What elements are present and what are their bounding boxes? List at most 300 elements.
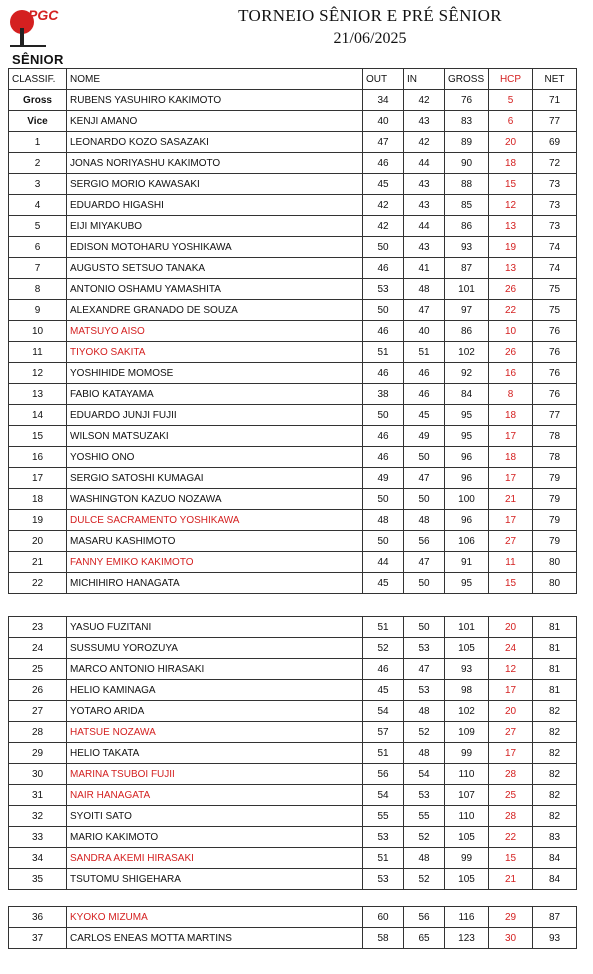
cell-hcp: 27 <box>489 531 533 552</box>
table-row <box>9 111 577 132</box>
cell-hcp: 8 <box>489 384 533 405</box>
cell-hcp: 5 <box>489 90 533 111</box>
cell-hcp: 12 <box>489 195 533 216</box>
cell-gross: 95 <box>445 405 489 426</box>
table-row <box>9 701 577 722</box>
cell-position: 7 <box>9 258 67 279</box>
cell-in: 41 <box>404 258 445 279</box>
cell-player-name: MASARU KASHIMOTO <box>67 531 363 552</box>
cell-player-name: HELIO TAKATA <box>67 743 363 764</box>
cell-in: 56 <box>404 907 445 928</box>
cell-in: 47 <box>404 552 445 573</box>
cell-hcp: 22 <box>489 300 533 321</box>
header-net: NET <box>533 69 577 90</box>
cell-net: 74 <box>533 237 577 258</box>
cell-gross: 105 <box>445 869 489 890</box>
cell-player-name: KYOKO MIZUMA <box>67 907 363 928</box>
cell-net: 71 <box>533 90 577 111</box>
header-hcp: HCP <box>489 69 533 90</box>
cell-gross: 92 <box>445 363 489 384</box>
cell-player-name: TSUTOMU SHIGEHARA <box>67 869 363 890</box>
cell-hcp: 26 <box>489 342 533 363</box>
cell-out: 49 <box>363 468 404 489</box>
header-out: OUT <box>363 69 404 90</box>
cell-out: 55 <box>363 806 404 827</box>
cell-position: 33 <box>9 827 67 848</box>
cell-net: 82 <box>533 806 577 827</box>
cell-out: 50 <box>363 405 404 426</box>
cell-net: 81 <box>533 617 577 638</box>
cell-player-name: FABIO KATAYAMA <box>67 384 363 405</box>
table-row <box>9 869 577 890</box>
cell-player-name: SUSSUMU YOROZUYA <box>67 638 363 659</box>
table-row <box>9 573 577 594</box>
cell-position: 12 <box>9 363 67 384</box>
cell-net: 76 <box>533 321 577 342</box>
cell-player-name: MARINA TSUBOI FUJII <box>67 764 363 785</box>
cell-net: 73 <box>533 174 577 195</box>
cell-gross: 107 <box>445 785 489 806</box>
cell-position: 37 <box>9 928 67 949</box>
page-title: TORNEIO SÊNIOR E PRÉ SÊNIOR <box>238 6 502 25</box>
table-row <box>9 907 577 928</box>
cell-in: 43 <box>404 195 445 216</box>
cell-hcp: 22 <box>489 827 533 848</box>
cell-gross: 90 <box>445 153 489 174</box>
cell-net: 82 <box>533 701 577 722</box>
cell-gross: 99 <box>445 848 489 869</box>
cell-in: 43 <box>404 111 445 132</box>
cell-in: 56 <box>404 531 445 552</box>
cell-gross: 96 <box>445 510 489 531</box>
cell-hcp: 16 <box>489 363 533 384</box>
cell-gross: 96 <box>445 447 489 468</box>
cell-hcp: 21 <box>489 489 533 510</box>
cell-position: 15 <box>9 426 67 447</box>
cell-player-name: HELIO KAMINAGA <box>67 680 363 701</box>
cell-in: 48 <box>404 743 445 764</box>
cell-position: Vice <box>9 111 67 132</box>
table-row <box>9 447 577 468</box>
cell-position: 11 <box>9 342 67 363</box>
cell-net: 77 <box>533 405 577 426</box>
cell-gross: 84 <box>445 384 489 405</box>
table-row <box>9 195 577 216</box>
cell-net: 79 <box>533 510 577 531</box>
cell-hcp: 17 <box>489 426 533 447</box>
table-row <box>9 531 577 552</box>
cell-in: 40 <box>404 321 445 342</box>
cell-position: 28 <box>9 722 67 743</box>
table-row <box>9 153 577 174</box>
cell-in: 52 <box>404 869 445 890</box>
cell-hcp: 17 <box>489 743 533 764</box>
cell-player-name: TIYOKO SAKITA <box>67 342 363 363</box>
cell-position: 35 <box>9 869 67 890</box>
cell-position: 25 <box>9 659 67 680</box>
header-nome: NOME <box>67 69 363 90</box>
cell-player-name: YOSHIO ONO <box>67 447 363 468</box>
cell-out: 45 <box>363 174 404 195</box>
cell-hcp: 24 <box>489 638 533 659</box>
table-row <box>9 384 577 405</box>
cell-player-name: YOTARO ARIDA <box>67 701 363 722</box>
cell-out: 53 <box>363 279 404 300</box>
cell-out: 60 <box>363 907 404 928</box>
cell-position: 5 <box>9 216 67 237</box>
cell-gross: 98 <box>445 680 489 701</box>
cell-gross: 109 <box>445 722 489 743</box>
cell-net: 79 <box>533 468 577 489</box>
table-row <box>9 342 577 363</box>
cell-net: 83 <box>533 827 577 848</box>
cell-hcp: 12 <box>489 659 533 680</box>
cell-out: 56 <box>363 764 404 785</box>
cell-gross: 93 <box>445 659 489 680</box>
cell-out: 51 <box>363 743 404 764</box>
cell-hcp: 13 <box>489 216 533 237</box>
cell-gross: 89 <box>445 132 489 153</box>
cell-out: 46 <box>363 321 404 342</box>
cell-out: 54 <box>363 785 404 806</box>
cell-in: 46 <box>404 384 445 405</box>
cell-in: 48 <box>404 279 445 300</box>
cell-position: 32 <box>9 806 67 827</box>
cell-position: 23 <box>9 617 67 638</box>
table-row <box>9 132 577 153</box>
results-body-third <box>9 907 577 949</box>
cell-position: 8 <box>9 279 67 300</box>
table-row <box>9 659 577 680</box>
cell-position: 17 <box>9 468 67 489</box>
cell-hcp: 18 <box>489 153 533 174</box>
cell-gross: 101 <box>445 279 489 300</box>
cell-gross: 105 <box>445 827 489 848</box>
cell-net: 75 <box>533 300 577 321</box>
cell-position: 14 <box>9 405 67 426</box>
cell-in: 53 <box>404 680 445 701</box>
cell-hcp: 30 <box>489 928 533 949</box>
section-title: SÊNIOR <box>12 52 64 67</box>
cell-net: 80 <box>533 573 577 594</box>
cell-position: 26 <box>9 680 67 701</box>
club-logo <box>6 2 60 50</box>
table-row <box>9 321 577 342</box>
cell-out: 45 <box>363 573 404 594</box>
cell-out: 46 <box>363 363 404 384</box>
cell-out: 44 <box>363 552 404 573</box>
cell-player-name: WILSON MATSUZAKI <box>67 426 363 447</box>
cell-out: 42 <box>363 195 404 216</box>
cell-hcp: 20 <box>489 132 533 153</box>
cell-hcp: 13 <box>489 258 533 279</box>
cell-in: 42 <box>404 132 445 153</box>
table-row <box>9 848 577 869</box>
cell-out: 51 <box>363 848 404 869</box>
cell-player-name: ALEXANDRE GRANADO DE SOUZA <box>67 300 363 321</box>
cell-gross: 97 <box>445 300 489 321</box>
cell-in: 50 <box>404 617 445 638</box>
table-row <box>9 510 577 531</box>
table-row <box>9 638 577 659</box>
cell-net: 84 <box>533 869 577 890</box>
cell-gross: 99 <box>445 743 489 764</box>
table-row <box>9 743 577 764</box>
header-gross: GROSS <box>445 69 489 90</box>
cell-hcp: 21 <box>489 869 533 890</box>
cell-net: 82 <box>533 722 577 743</box>
cell-out: 57 <box>363 722 404 743</box>
cell-position: 21 <box>9 552 67 573</box>
table-row <box>9 174 577 195</box>
cell-out: 42 <box>363 216 404 237</box>
cell-player-name: EDISON MOTOHARU YOSHIKAWA <box>67 237 363 258</box>
cell-in: 48 <box>404 510 445 531</box>
cell-gross: 101 <box>445 617 489 638</box>
cell-position: 16 <box>9 447 67 468</box>
cell-hcp: 15 <box>489 848 533 869</box>
cell-player-name: YASUO FUZITANI <box>67 617 363 638</box>
cell-net: 87 <box>533 907 577 928</box>
cell-position: 19 <box>9 510 67 531</box>
cell-gross: 106 <box>445 531 489 552</box>
cell-net: 84 <box>533 848 577 869</box>
cell-net: 81 <box>533 680 577 701</box>
cell-in: 54 <box>404 764 445 785</box>
cell-net: 82 <box>533 743 577 764</box>
cell-player-name: JONAS NORIYASHU KAKIMOTO <box>67 153 363 174</box>
cell-net: 73 <box>533 195 577 216</box>
cell-hcp: 18 <box>489 405 533 426</box>
cell-player-name: NAIR HANAGATA <box>67 785 363 806</box>
cell-hcp: 15 <box>489 174 533 195</box>
table-row <box>9 216 577 237</box>
cell-hcp: 17 <box>489 510 533 531</box>
table-row <box>9 489 577 510</box>
cell-net: 93 <box>533 928 577 949</box>
cell-position: 31 <box>9 785 67 806</box>
cell-player-name: SYOITI SATO <box>67 806 363 827</box>
cell-in: 49 <box>404 426 445 447</box>
cell-out: 50 <box>363 300 404 321</box>
cell-position: 36 <box>9 907 67 928</box>
cell-gross: 96 <box>445 468 489 489</box>
cell-out: 46 <box>363 426 404 447</box>
cell-player-name: SANDRA AKEMI HIRASAKI <box>67 848 363 869</box>
results-table-main <box>8 68 577 594</box>
cell-out: 34 <box>363 90 404 111</box>
cell-position: 3 <box>9 174 67 195</box>
cell-in: 43 <box>404 237 445 258</box>
cell-net: 78 <box>533 426 577 447</box>
cell-net: 82 <box>533 785 577 806</box>
cell-position: 6 <box>9 237 67 258</box>
cell-position: 24 <box>9 638 67 659</box>
cell-in: 48 <box>404 848 445 869</box>
cell-out: 46 <box>363 258 404 279</box>
cell-out: 47 <box>363 132 404 153</box>
cell-out: 50 <box>363 489 404 510</box>
table-row <box>9 827 577 848</box>
cell-player-name: HATSUE NOZAWA <box>67 722 363 743</box>
cell-out: 48 <box>363 510 404 531</box>
cell-player-name: SERGIO SATOSHI KUMAGAI <box>67 468 363 489</box>
cell-net: 76 <box>533 363 577 384</box>
cell-hcp: 28 <box>489 806 533 827</box>
cell-player-name: MATSUYO AISO <box>67 321 363 342</box>
cell-gross: 86 <box>445 321 489 342</box>
cell-player-name: MARIO KAKIMOTO <box>67 827 363 848</box>
cell-in: 53 <box>404 785 445 806</box>
cell-player-name: KENJI AMANO <box>67 111 363 132</box>
table-row <box>9 928 577 949</box>
cell-in: 48 <box>404 701 445 722</box>
cell-net: 77 <box>533 111 577 132</box>
cell-in: 51 <box>404 342 445 363</box>
cell-gross: 110 <box>445 806 489 827</box>
tournament-date: 21/06/2025 <box>333 30 407 47</box>
table-row <box>9 426 577 447</box>
cell-net: 81 <box>533 659 577 680</box>
cell-player-name: EIJI MIYAKUBO <box>67 216 363 237</box>
results-body-main <box>9 90 577 594</box>
cell-net: 69 <box>533 132 577 153</box>
cell-in: 52 <box>404 827 445 848</box>
table-row <box>9 237 577 258</box>
cell-in: 44 <box>404 153 445 174</box>
cell-net: 78 <box>533 447 577 468</box>
cell-gross: 123 <box>445 928 489 949</box>
results-body-second <box>9 617 577 890</box>
cell-net: 76 <box>533 384 577 405</box>
cell-gross: 86 <box>445 216 489 237</box>
cell-position: 10 <box>9 321 67 342</box>
cell-hcp: 28 <box>489 764 533 785</box>
cell-position: 34 <box>9 848 67 869</box>
table-row <box>9 300 577 321</box>
logo-golfer-icon <box>20 28 24 46</box>
cell-net: 80 <box>533 552 577 573</box>
table-row <box>9 363 577 384</box>
cell-position: 29 <box>9 743 67 764</box>
cell-hcp: 27 <box>489 722 533 743</box>
table-row <box>9 258 577 279</box>
cell-position: 22 <box>9 573 67 594</box>
cell-net: 72 <box>533 153 577 174</box>
cell-position: 1 <box>9 132 67 153</box>
cell-in: 53 <box>404 638 445 659</box>
table-row <box>9 722 577 743</box>
table-header-row <box>9 69 577 90</box>
cell-gross: 95 <box>445 573 489 594</box>
logo-text: PGC <box>28 7 59 23</box>
cell-hcp: 20 <box>489 701 533 722</box>
cell-hcp: 15 <box>489 573 533 594</box>
cell-player-name: CARLOS ENEAS MOTTA MARTINS <box>67 928 363 949</box>
cell-out: 51 <box>363 342 404 363</box>
cell-net: 73 <box>533 216 577 237</box>
cell-hcp: 10 <box>489 321 533 342</box>
header-classif: CLASSIF. <box>9 69 67 90</box>
cell-in: 50 <box>404 447 445 468</box>
cell-position: 13 <box>9 384 67 405</box>
cell-position: 4 <box>9 195 67 216</box>
table-row <box>9 806 577 827</box>
cell-gross: 102 <box>445 342 489 363</box>
cell-in: 55 <box>404 806 445 827</box>
table-row <box>9 764 577 785</box>
cell-in: 42 <box>404 90 445 111</box>
cell-out: 45 <box>363 680 404 701</box>
cell-position: 2 <box>9 153 67 174</box>
results-table-second <box>8 616 577 890</box>
cell-player-name: LEONARDO KOZO SASAZAKI <box>67 132 363 153</box>
cell-in: 44 <box>404 216 445 237</box>
cell-net: 82 <box>533 764 577 785</box>
cell-out: 46 <box>363 447 404 468</box>
cell-hcp: 11 <box>489 552 533 573</box>
table-row <box>9 468 577 489</box>
cell-in: 50 <box>404 573 445 594</box>
cell-player-name: AUGUSTO SETSUO TANAKA <box>67 258 363 279</box>
cell-hcp: 17 <box>489 680 533 701</box>
cell-position: 30 <box>9 764 67 785</box>
cell-in: 45 <box>404 405 445 426</box>
table-row <box>9 552 577 573</box>
cell-gross: 87 <box>445 258 489 279</box>
cell-gross: 88 <box>445 174 489 195</box>
cell-gross: 105 <box>445 638 489 659</box>
cell-gross: 76 <box>445 90 489 111</box>
cell-in: 43 <box>404 174 445 195</box>
cell-gross: 110 <box>445 764 489 785</box>
cell-player-name: DULCE SACRAMENTO YOSHIKAWA <box>67 510 363 531</box>
cell-net: 76 <box>533 342 577 363</box>
cell-gross: 100 <box>445 489 489 510</box>
header-in: IN <box>404 69 445 90</box>
cell-out: 52 <box>363 638 404 659</box>
cell-out: 50 <box>363 237 404 258</box>
cell-position: Gross <box>9 90 67 111</box>
cell-in: 47 <box>404 659 445 680</box>
cell-gross: 93 <box>445 237 489 258</box>
cell-out: 46 <box>363 659 404 680</box>
table-row <box>9 405 577 426</box>
cell-in: 47 <box>404 300 445 321</box>
cell-gross: 102 <box>445 701 489 722</box>
cell-hcp: 6 <box>489 111 533 132</box>
cell-hcp: 20 <box>489 617 533 638</box>
cell-player-name: YOSHIHIDE MOMOSE <box>67 363 363 384</box>
cell-out: 53 <box>363 827 404 848</box>
cell-hcp: 18 <box>489 447 533 468</box>
cell-player-name: SERGIO MORIO KAWASAKI <box>67 174 363 195</box>
cell-out: 58 <box>363 928 404 949</box>
cell-hcp: 25 <box>489 785 533 806</box>
cell-out: 53 <box>363 869 404 890</box>
cell-player-name: MARCO ANTONIO HIRASAKI <box>67 659 363 680</box>
cell-player-name: RUBENS YASUHIRO KAKIMOTO <box>67 90 363 111</box>
cell-gross: 83 <box>445 111 489 132</box>
cell-in: 47 <box>404 468 445 489</box>
cell-player-name: WASHINGTON KAZUO NOZAWA <box>67 489 363 510</box>
cell-gross: 116 <box>445 907 489 928</box>
cell-position: 9 <box>9 300 67 321</box>
cell-hcp: 26 <box>489 279 533 300</box>
cell-gross: 91 <box>445 552 489 573</box>
cell-player-name: EDUARDO JUNJI FUJII <box>67 405 363 426</box>
cell-out: 54 <box>363 701 404 722</box>
